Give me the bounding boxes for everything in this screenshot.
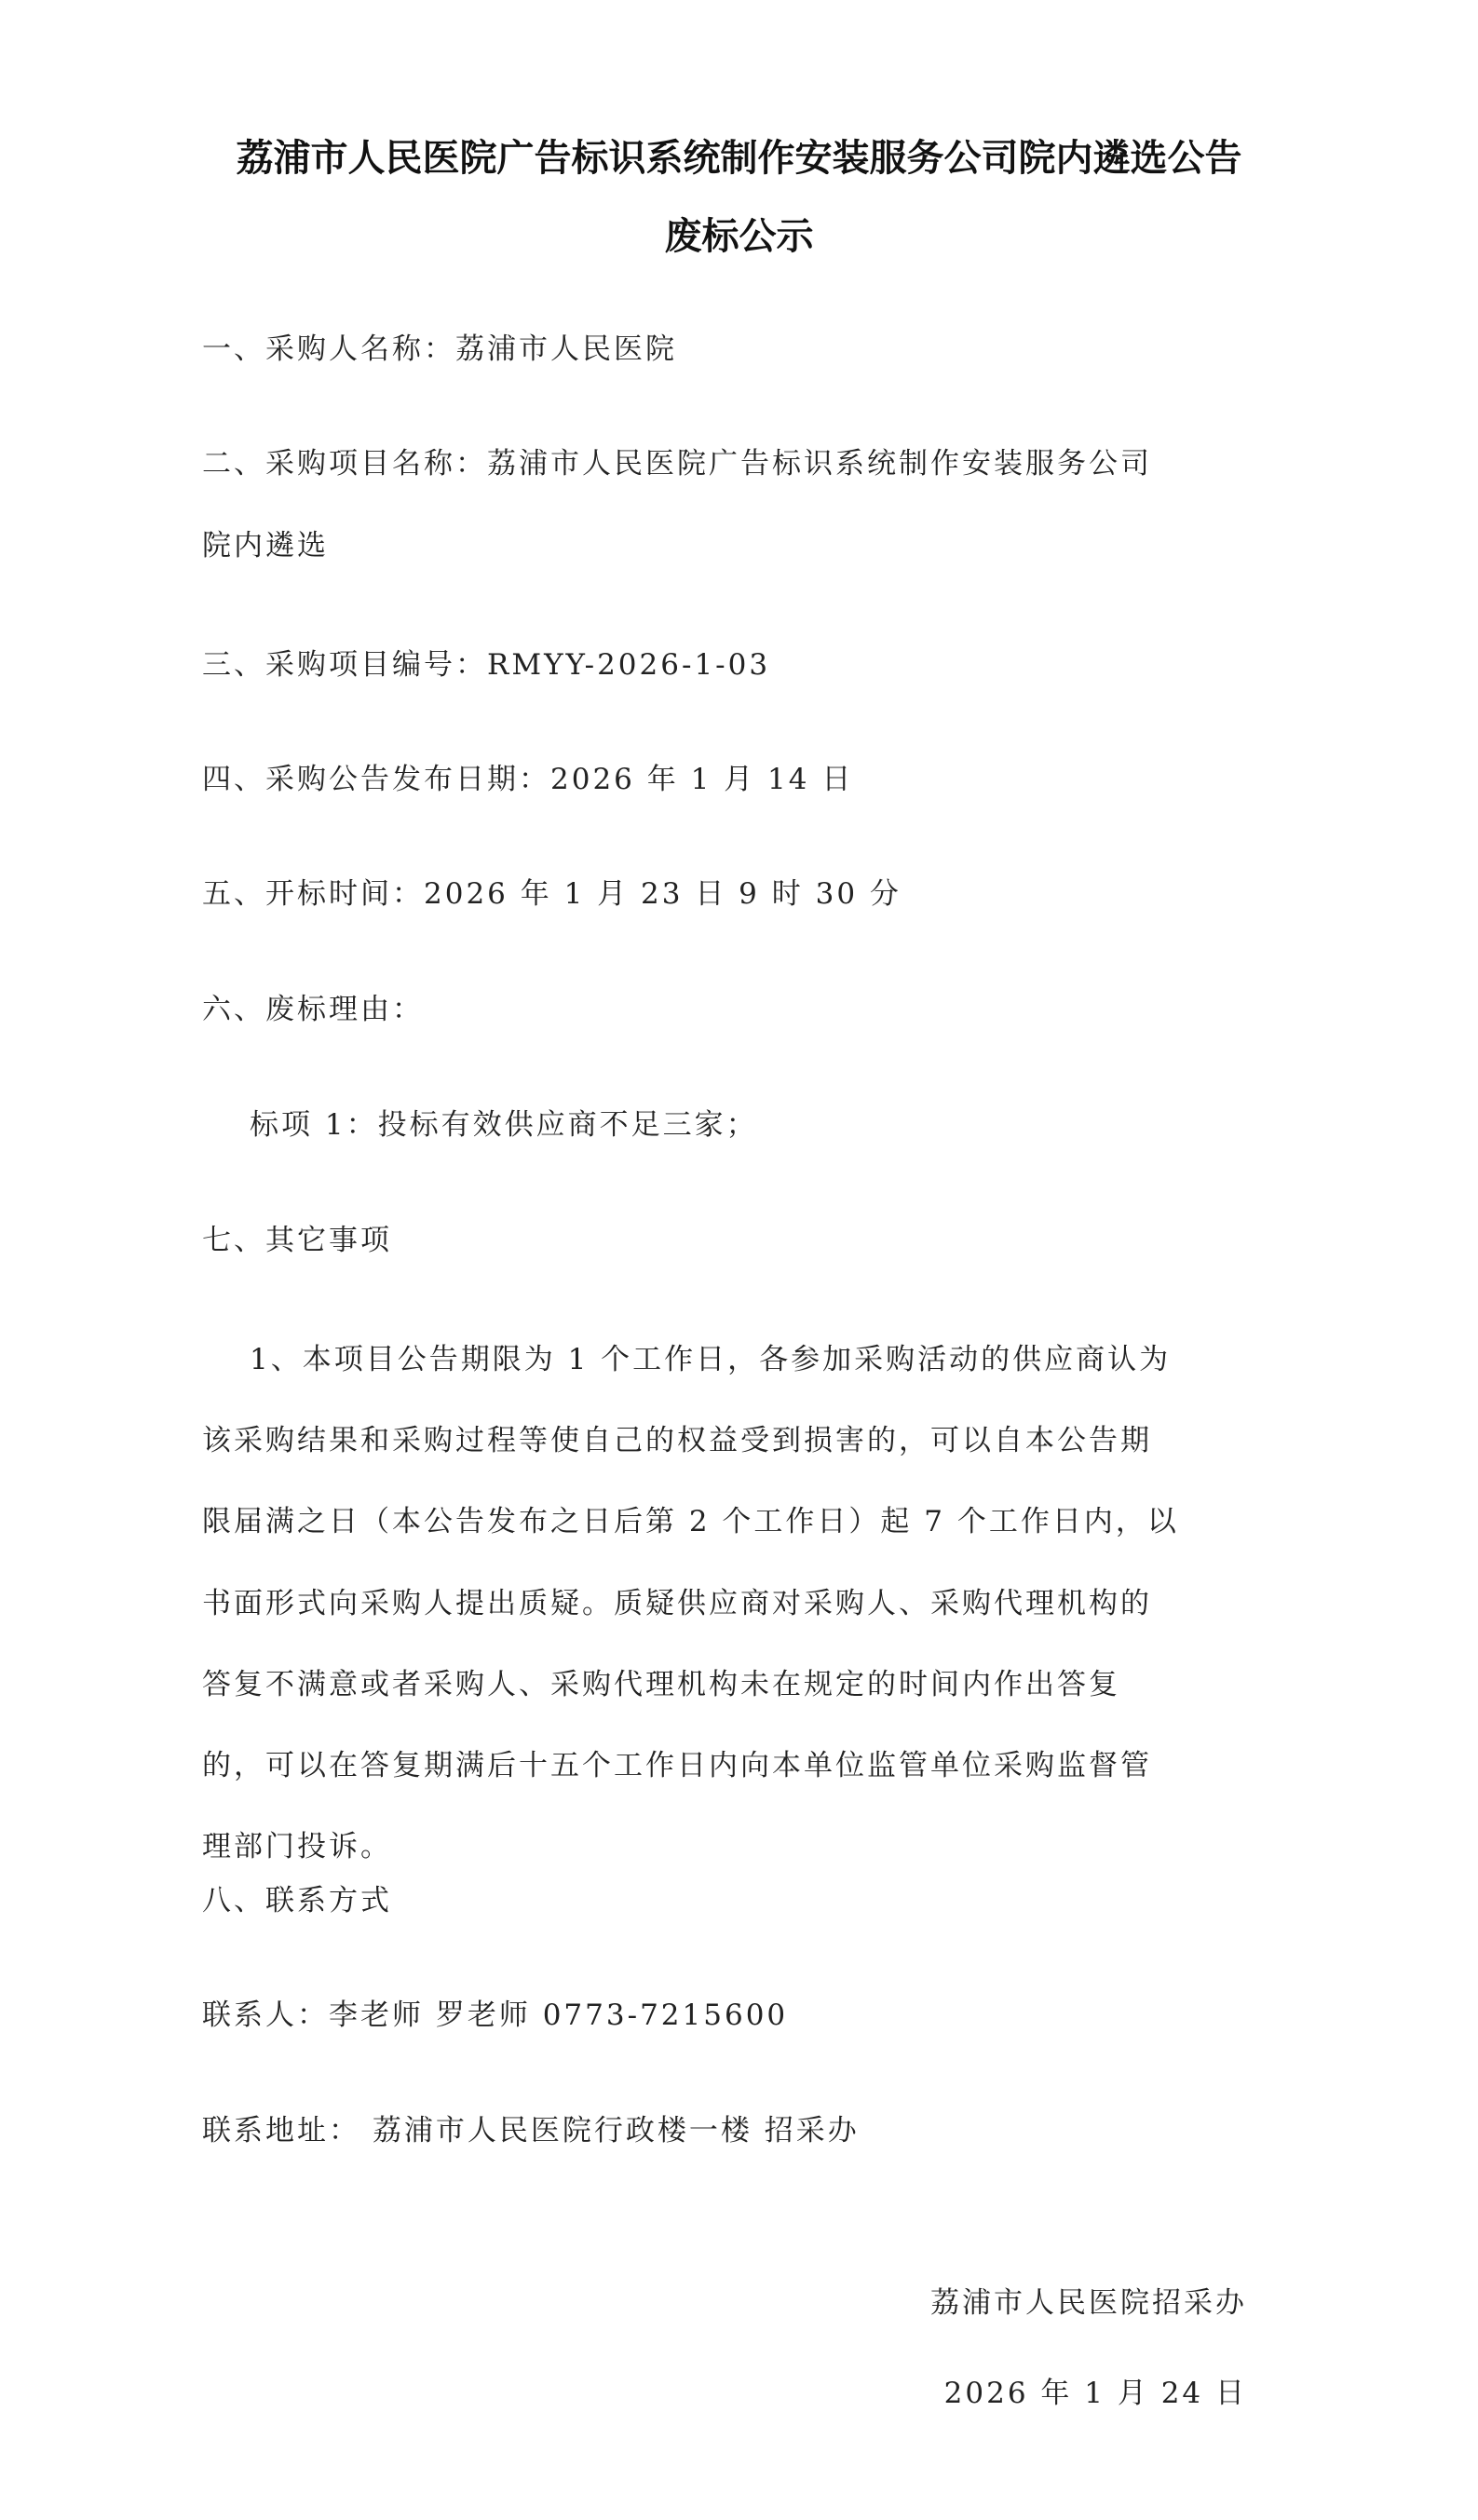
reason-heading: 六、废标理由： bbox=[202, 993, 424, 1026]
contact-address-line: 联系地址： 荔浦市人民医院行政楼一楼 招采办 bbox=[202, 2114, 860, 2147]
other-matters-heading: 七、其它事项 bbox=[202, 1224, 392, 1257]
purchaser-line: 一、采购人名称：荔浦市人民医院 bbox=[202, 332, 677, 366]
other-matters-paragraph-line: 答复不满意或者采购人、采购代理机构未在规定的时间内作出答复 bbox=[202, 1668, 1120, 1701]
other-matters-paragraph-line: 书面形式向采购人提出质疑。质疑供应商对采购人、采购代理机构的 bbox=[202, 1587, 1152, 1620]
project-name-line-continued: 院内遴选 bbox=[202, 529, 329, 562]
other-matters-paragraph-line: 理部门投诉。 bbox=[202, 1830, 392, 1863]
contact-heading: 八、联系方式 bbox=[202, 1884, 392, 1917]
signature-date: 2026 年 1 月 24 日 bbox=[943, 2377, 1247, 2410]
project-number-line: 三、采购项目编号：RMYY-2026-1-03 bbox=[202, 648, 771, 682]
other-matters-paragraph-line: 限届满之日（本公告发布之日后第 2 个工作日）起 7 个工作日内，以 bbox=[202, 1505, 1179, 1538]
announcement-date-line: 四、采购公告发布日期：2026 年 1 月 14 日 bbox=[202, 763, 854, 796]
contact-person-line: 联系人：李老师 罗老师 0773-7215600 bbox=[202, 1998, 789, 2032]
document-title: 荔浦市人民医院广告标识系统制作安装服务公司院内遴选公告 bbox=[236, 136, 1242, 180]
project-name-line: 二、采购项目名称：荔浦市人民医院广告标识系统制作安装服务公司 bbox=[202, 447, 1152, 481]
document-subtitle: 废标公示 bbox=[664, 214, 814, 258]
reason-item: 标项 1：投标有效供应商不足三家； bbox=[250, 1108, 758, 1142]
other-matters-paragraph-line: 该采购结果和采购过程等使自己的权益受到损害的，可以自本公告期 bbox=[202, 1424, 1152, 1457]
signature-organization: 荔浦市人民医院招采办 bbox=[930, 2286, 1247, 2320]
bid-opening-time-line: 五、开标时间：2026 年 1 月 23 日 9 时 30 分 bbox=[202, 877, 902, 911]
other-matters-paragraph-line: 的，可以在答复期满后十五个工作日内向本单位监管单位采购监督管 bbox=[202, 1749, 1152, 1782]
other-matters-paragraph-line: 1、本项目公告期限为 1 个工作日，各参加采购活动的供应商认为 bbox=[250, 1343, 1172, 1376]
